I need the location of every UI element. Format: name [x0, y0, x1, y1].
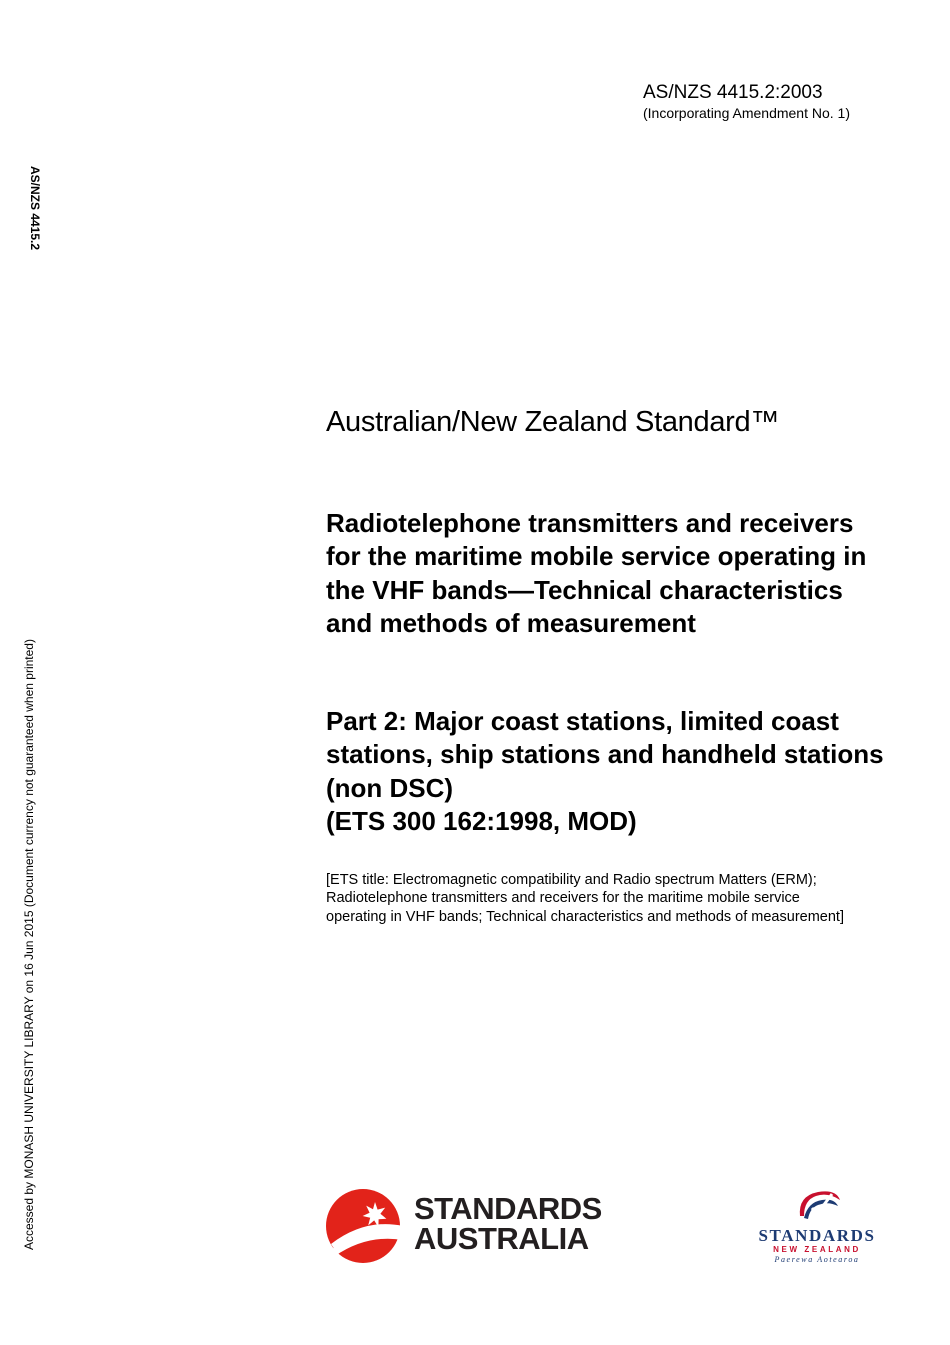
- sa-wordmark-line2: AUSTRALIA: [414, 1221, 589, 1256]
- part-title: [326, 705, 886, 838]
- standards-new-zealand-logo: [748, 1186, 888, 1266]
- document-number: AS/NZS 4415.2:2003: [643, 82, 823, 103]
- nz-wordmark: STANDARDS: [758, 1226, 876, 1245]
- standards-nz-emblem-icon: [792, 1186, 842, 1226]
- standards-australia-logo: [325, 1188, 605, 1264]
- part-title-line: Part 2: Major coast stations, limited coast stations, ship stations and handheld stations (non DSC): [326, 706, 884, 803]
- nz-country-label: NEW ZEALAND: [773, 1245, 861, 1254]
- standards-australia-wordmark: [414, 1191, 602, 1256]
- sa-wordmark-line1: STANDARDS: [414, 1191, 602, 1226]
- series-title: Australian/New Zealand Standard™: [326, 406, 780, 438]
- standards-australia-emblem-icon: [325, 1188, 403, 1264]
- nz-maori-label: Paerewa Aotearoa: [774, 1255, 860, 1264]
- part-title-ets-reference: (ETS 300 162:1998, MOD): [326, 805, 637, 836]
- amendment-note: (Incorporating Amendment No. 1): [643, 105, 850, 121]
- ets-title-note: [ETS title: Electromagnetic compatibility and Radio spectrum Matters (ERM); Radiotelephone transmitters and receivers for the maritime mobile service operating in VHF bands; Technical characteristics and methods of measurement]: [326, 872, 844, 925]
- access-watermark: Accessed by MONASH UNIVERSITY LIBRARY on 16 Jun 2015 (Document currency not guaranteed when printed): [22, 639, 36, 1250]
- spine-document-number: AS/NZS 4415.2: [28, 166, 42, 251]
- main-title: Radiotelephone transmitters and receivers for the maritime mobile service operating in the VHF bands—Technical characteristics and methods of measurement: [326, 508, 867, 638]
